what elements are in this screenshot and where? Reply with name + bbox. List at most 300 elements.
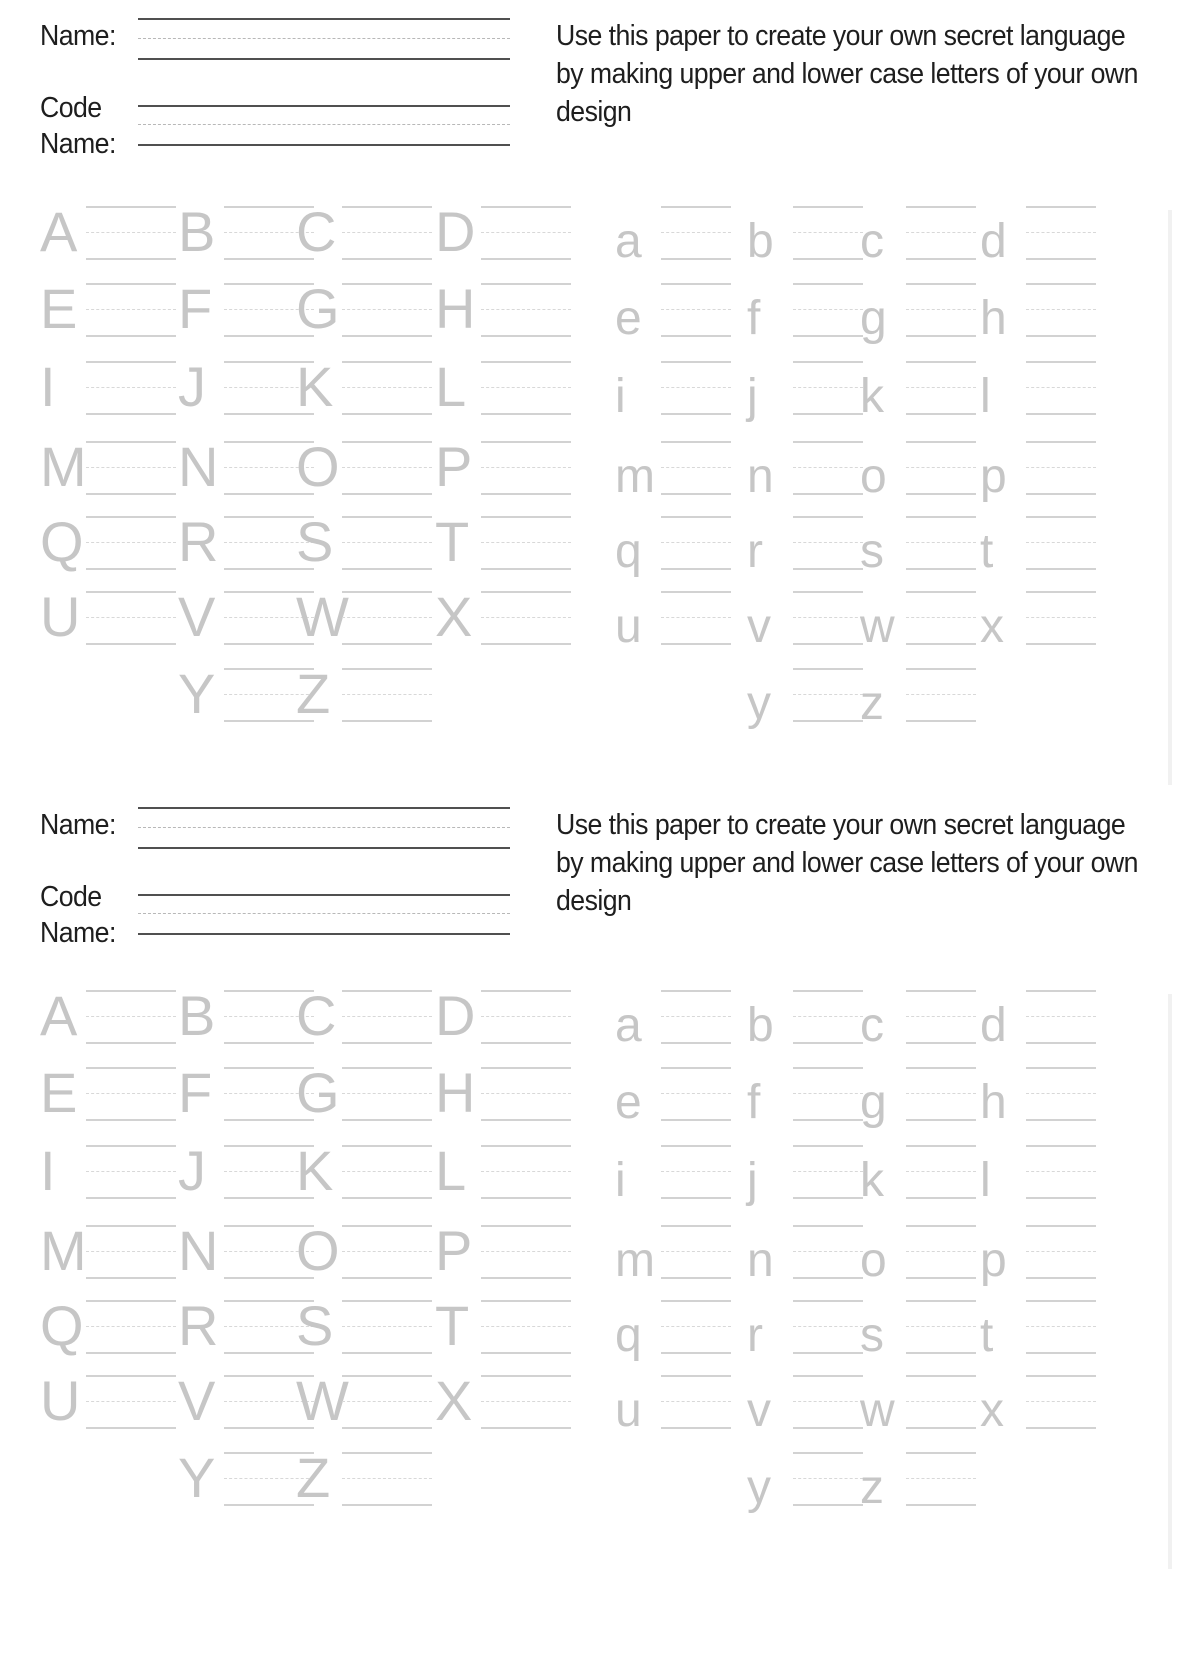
uppercase-guide-line <box>86 467 176 468</box>
uppercase-guide-line <box>86 493 176 495</box>
uppercase-cell-w[interactable] <box>296 1371 434 1431</box>
lowercase-guide-line <box>906 1375 976 1377</box>
name-line-mid <box>138 38 510 39</box>
lowercase-cell-i[interactable] <box>615 357 733 423</box>
lowercase-cell-h[interactable] <box>980 279 1098 345</box>
lowercase-cell-l[interactable] <box>980 1141 1098 1207</box>
lowercase-cell-i[interactable] <box>615 1141 733 1207</box>
lowercase-guide-line <box>661 387 731 388</box>
lowercase-guide-line <box>906 413 976 415</box>
lowercase-cell-s[interactable] <box>860 512 978 578</box>
lowercase-letter-p: p <box>980 1234 1007 1287</box>
uppercase-guide-line <box>342 206 432 208</box>
code-name-line-top <box>138 105 510 107</box>
name-line-mid <box>138 827 510 828</box>
lowercase-cell-a[interactable] <box>615 202 733 268</box>
uppercase-guide-line <box>342 309 432 310</box>
lowercase-guide-line <box>661 1251 731 1252</box>
uppercase-cell-l[interactable] <box>435 1141 573 1201</box>
uppercase-guide-line <box>481 1119 571 1121</box>
lowercase-letter-j: j <box>747 1154 758 1207</box>
lowercase-letter-g: g <box>860 292 887 345</box>
lowercase-cell-g[interactable] <box>860 1063 978 1129</box>
uppercase-guide-line <box>481 335 571 337</box>
uppercase-cell-t[interactable] <box>435 512 573 572</box>
uppercase-guide-line <box>86 1300 176 1302</box>
uppercase-cell-p[interactable] <box>435 1221 573 1281</box>
uppercase-cell-s[interactable] <box>296 512 434 572</box>
lowercase-letter-f: f <box>747 292 761 345</box>
uppercase-guide-line <box>86 1197 176 1199</box>
lowercase-letter-a: a <box>615 999 642 1052</box>
uppercase-cell-w[interactable] <box>296 587 434 647</box>
lowercase-cell-u[interactable] <box>615 587 733 653</box>
uppercase-letter-f: F <box>178 277 213 340</box>
lowercase-guide-line <box>906 1225 976 1227</box>
lowercase-guide-line <box>793 694 863 695</box>
lowercase-cell-d[interactable] <box>980 202 1098 268</box>
lowercase-guide-line <box>906 387 976 388</box>
uppercase-cell-h[interactable] <box>435 1063 573 1123</box>
lowercase-cell-t[interactable] <box>980 1296 1098 1362</box>
uppercase-letter-e: E <box>40 1061 78 1124</box>
lowercase-cell-z[interactable] <box>860 664 978 730</box>
lowercase-guide-line <box>793 591 863 593</box>
lowercase-letter-a: a <box>615 215 642 268</box>
lowercase-cell-e[interactable] <box>615 1063 733 1129</box>
uppercase-cell-t[interactable] <box>435 1296 573 1356</box>
lowercase-letter-o: o <box>860 450 887 503</box>
lowercase-cell-f[interactable] <box>747 1063 865 1129</box>
uppercase-guide-line <box>86 1093 176 1094</box>
lowercase-cell-o[interactable] <box>860 437 978 503</box>
lowercase-cell-a[interactable] <box>615 986 733 1052</box>
lowercase-guide-line <box>661 361 731 363</box>
uppercase-letter-t: T <box>435 510 470 573</box>
uppercase-letter-y: Y <box>178 1446 216 1509</box>
lowercase-guide-line <box>661 1171 731 1172</box>
lowercase-guide-line <box>793 1197 863 1199</box>
uppercase-cell-d[interactable] <box>435 986 573 1046</box>
uppercase-cell-z[interactable] <box>296 1448 434 1508</box>
lowercase-guide-line <box>793 668 863 670</box>
lowercase-guide-line <box>906 720 976 722</box>
lowercase-guide-line <box>793 1171 863 1172</box>
code-label: Code <box>40 881 102 913</box>
uppercase-letter-m: M <box>40 1219 87 1282</box>
uppercase-letter-h: H <box>435 1061 476 1124</box>
lowercase-cell-q[interactable] <box>615 1296 733 1362</box>
lowercase-cell-n[interactable] <box>747 437 865 503</box>
lowercase-cell-w[interactable] <box>860 1371 978 1437</box>
uppercase-letter-r: R <box>178 1294 219 1357</box>
uppercase-guide-line <box>342 1478 432 1479</box>
lowercase-guide-line <box>661 990 731 992</box>
lowercase-letter-i: i <box>615 1154 626 1207</box>
lowercase-guide-line <box>661 516 731 518</box>
uppercase-letter-k: K <box>296 1139 334 1202</box>
uppercase-cell-u[interactable] <box>40 587 178 647</box>
uppercase-guide-line <box>342 283 432 285</box>
lowercase-guide-line <box>1026 1093 1096 1094</box>
lowercase-cell-v[interactable] <box>747 587 865 653</box>
uppercase-cell-o[interactable] <box>296 1221 434 1281</box>
lowercase-guide-line <box>793 568 863 570</box>
lowercase-guide-line <box>1026 1225 1096 1227</box>
uppercase-guide-line <box>342 1225 432 1227</box>
lowercase-guide-line <box>793 1452 863 1454</box>
lowercase-guide-line <box>906 1277 976 1279</box>
uppercase-guide-line <box>481 387 571 388</box>
uppercase-cell-i[interactable] <box>40 357 178 417</box>
uppercase-letter-i: I <box>40 355 56 418</box>
lowercase-guide-line <box>661 1352 731 1354</box>
lowercase-guide-line <box>906 591 976 593</box>
lowercase-cell-t[interactable] <box>980 512 1098 578</box>
lowercase-cell-m[interactable] <box>615 437 733 503</box>
uppercase-guide-line <box>86 568 176 570</box>
lowercase-letter-s: s <box>860 525 884 578</box>
lowercase-letter-f: f <box>747 1076 761 1129</box>
uppercase-guide-line <box>481 516 571 518</box>
lowercase-guide-line <box>1026 387 1096 388</box>
lowercase-guide-line <box>1026 1067 1096 1069</box>
uppercase-guide-line <box>481 361 571 363</box>
lowercase-letter-r: r <box>747 525 763 578</box>
lowercase-cell-p[interactable] <box>980 1221 1098 1287</box>
lowercase-guide-line <box>1026 1401 1096 1402</box>
name-line-top <box>138 18 510 20</box>
uppercase-guide-line <box>86 413 176 415</box>
lowercase-letter-e: e <box>615 1076 642 1129</box>
lowercase-guide-line <box>906 283 976 285</box>
uppercase-guide-line <box>86 232 176 233</box>
uppercase-cell-x[interactable] <box>435 1371 573 1431</box>
name-line-bottom[interactable] <box>138 847 510 849</box>
lowercase-cell-f[interactable] <box>747 279 865 345</box>
uppercase-cell-k[interactable] <box>296 357 434 417</box>
uppercase-letter-u: U <box>40 585 81 648</box>
uppercase-cell-z[interactable] <box>296 664 434 724</box>
lowercase-guide-line <box>661 617 731 618</box>
uppercase-guide-line <box>342 1197 432 1199</box>
uppercase-guide-line <box>86 617 176 618</box>
uppercase-letter-q: Q <box>40 510 84 573</box>
instructions-text: Use this paper to create your own secret language by making upper and lower case letters of your own design <box>556 809 1138 917</box>
lowercase-guide-line <box>906 309 976 310</box>
uppercase-guide-line <box>342 990 432 992</box>
uppercase-letter-k: K <box>296 355 334 418</box>
uppercase-cell-c[interactable] <box>296 202 434 262</box>
uppercase-letter-x: X <box>435 1369 473 1432</box>
lowercase-guide-line <box>793 990 863 992</box>
uppercase-cell-s[interactable] <box>296 1296 434 1356</box>
uppercase-letter-s: S <box>296 510 334 573</box>
uppercase-cell-e[interactable] <box>40 279 178 339</box>
uppercase-cell-l[interactable] <box>435 357 573 417</box>
uppercase-cell-p[interactable] <box>435 437 573 497</box>
uppercase-letter-b: B <box>178 984 216 1047</box>
uppercase-guide-line <box>481 643 571 645</box>
uppercase-letter-a: A <box>40 200 78 263</box>
uppercase-guide-line <box>86 1171 176 1172</box>
uppercase-letter-x: X <box>435 585 473 648</box>
uppercase-letter-a: A <box>40 984 78 1047</box>
lowercase-guide-line <box>1026 1197 1096 1199</box>
lowercase-letter-k: k <box>860 1154 884 1207</box>
uppercase-guide-line <box>481 493 571 495</box>
lowercase-guide-line <box>661 1197 731 1199</box>
lowercase-cell-g[interactable] <box>860 279 978 345</box>
uppercase-cell-e[interactable] <box>40 1063 178 1123</box>
lowercase-guide-line <box>661 1300 731 1302</box>
code-name-label: Name: <box>40 128 116 160</box>
code-name-line-mid <box>138 124 510 125</box>
uppercase-letter-w: W <box>296 585 349 648</box>
lowercase-cell-r[interactable] <box>747 512 865 578</box>
lowercase-letter-z: z <box>860 1461 884 1514</box>
lowercase-guide-line <box>793 206 863 208</box>
uppercase-guide-line <box>481 258 571 260</box>
lowercase-guide-line <box>906 542 976 543</box>
uppercase-guide-line <box>342 617 432 618</box>
lowercase-guide-line <box>906 643 976 645</box>
lowercase-cell-b[interactable] <box>747 202 865 268</box>
lowercase-cell-b[interactable] <box>747 986 865 1052</box>
lowercase-guide-line <box>1026 1326 1096 1327</box>
lowercase-guide-line <box>906 335 976 337</box>
lowercase-guide-line <box>906 668 976 670</box>
lowercase-guide-line <box>661 568 731 570</box>
lowercase-cell-z[interactable] <box>860 1448 978 1514</box>
uppercase-grid <box>40 986 590 1546</box>
uppercase-letter-v: V <box>178 585 216 648</box>
uppercase-letter-g: G <box>296 1061 340 1124</box>
uppercase-guide-line <box>342 1251 432 1252</box>
lowercase-cell-w[interactable] <box>860 587 978 653</box>
uppercase-letter-b: B <box>178 200 216 263</box>
code-name-line-bottom[interactable] <box>138 144 510 146</box>
lowercase-cell-h[interactable] <box>980 1063 1098 1129</box>
lowercase-cell-m[interactable] <box>615 1221 733 1287</box>
lowercase-guide-line <box>661 206 731 208</box>
lowercase-cell-s[interactable] <box>860 1296 978 1362</box>
uppercase-guide-line <box>342 1504 432 1506</box>
uppercase-guide-line <box>342 1171 432 1172</box>
lowercase-letter-h: h <box>980 292 1007 345</box>
uppercase-cell-q[interactable] <box>40 1296 178 1356</box>
lowercase-guide-line <box>1026 206 1096 208</box>
uppercase-guide-line <box>481 1093 571 1094</box>
lowercase-letter-d: d <box>980 215 1007 268</box>
lowercase-guide-line <box>793 1504 863 1506</box>
lowercase-guide-line <box>793 1352 863 1354</box>
uppercase-cell-m[interactable] <box>40 437 178 497</box>
uppercase-letter-o: O <box>296 1219 340 1282</box>
uppercase-guide-line <box>481 1197 571 1199</box>
uppercase-guide-line <box>342 591 432 593</box>
uppercase-guide-line <box>342 1375 432 1377</box>
lowercase-guide-line <box>661 258 731 260</box>
lowercase-cell-j[interactable] <box>747 357 865 423</box>
uppercase-guide-line <box>342 694 432 695</box>
uppercase-guide-line <box>342 1452 432 1454</box>
lowercase-cell-q[interactable] <box>615 512 733 578</box>
uppercase-guide-line <box>342 1145 432 1147</box>
code-name-line-bottom[interactable] <box>138 933 510 935</box>
uppercase-cell-g[interactable] <box>296 279 434 339</box>
lowercase-guide-line <box>1026 493 1096 495</box>
lowercase-letter-c: c <box>860 215 884 268</box>
uppercase-letter-l: L <box>435 1139 467 1202</box>
uppercase-cell-c[interactable] <box>296 986 434 1046</box>
lowercase-letter-n: n <box>747 450 774 503</box>
lowercase-guide-line <box>793 1277 863 1279</box>
lowercase-guide-line <box>1026 542 1096 543</box>
lowercase-guide-line <box>793 1145 863 1147</box>
lowercase-guide-line <box>1026 258 1096 260</box>
lowercase-guide-line <box>793 493 863 495</box>
uppercase-guide-line <box>342 1427 432 1429</box>
uppercase-cell-m[interactable] <box>40 1221 178 1281</box>
lowercase-guide-line <box>661 309 731 310</box>
uppercase-guide-line <box>481 617 571 618</box>
uppercase-cell-o[interactable] <box>296 437 434 497</box>
lowercase-letter-b: b <box>747 999 774 1052</box>
uppercase-guide-line <box>481 1251 571 1252</box>
uppercase-cell-k[interactable] <box>296 1141 434 1201</box>
lowercase-cell-k[interactable] <box>860 1141 978 1207</box>
uppercase-guide-line <box>481 1401 571 1402</box>
lowercase-grid <box>615 202 1175 762</box>
lowercase-cell-y[interactable] <box>747 1448 865 1514</box>
uppercase-letter-e: E <box>40 277 78 340</box>
uppercase-cell-g[interactable] <box>296 1063 434 1123</box>
lowercase-guide-line <box>906 467 976 468</box>
lowercase-guide-line <box>906 1251 976 1252</box>
lowercase-guide-line <box>661 1093 731 1094</box>
lowercase-guide-line <box>906 694 976 695</box>
lowercase-letter-w: w <box>860 1384 895 1437</box>
lowercase-guide-line <box>1026 413 1096 415</box>
lowercase-grid <box>615 986 1175 1546</box>
uppercase-cell-u[interactable] <box>40 1371 178 1431</box>
lowercase-cell-o[interactable] <box>860 1221 978 1287</box>
uppercase-cell-a[interactable] <box>40 202 178 262</box>
lowercase-guide-line <box>906 1119 976 1121</box>
lowercase-guide-line <box>906 990 976 992</box>
lowercase-cell-x[interactable] <box>980 587 1098 653</box>
lowercase-guide-line <box>793 643 863 645</box>
lowercase-guide-line <box>661 493 731 495</box>
uppercase-cell-x[interactable] <box>435 587 573 647</box>
lowercase-guide-line <box>1026 361 1096 363</box>
lowercase-guide-line <box>661 1119 731 1121</box>
lowercase-cell-l[interactable] <box>980 357 1098 423</box>
lowercase-cell-c[interactable] <box>860 202 978 268</box>
lowercase-guide-line <box>1026 1427 1096 1429</box>
lowercase-cell-p[interactable] <box>980 437 1098 503</box>
uppercase-cell-h[interactable] <box>435 279 573 339</box>
uppercase-letter-s: S <box>296 1294 334 1357</box>
worksheet-copy-1 <box>0 0 1200 830</box>
uppercase-letter-t: T <box>435 1294 470 1357</box>
uppercase-guide-line <box>86 1277 176 1279</box>
uppercase-cell-i[interactable] <box>40 1141 178 1201</box>
lowercase-guide-line <box>793 1427 863 1429</box>
lowercase-cell-x[interactable] <box>980 1371 1098 1437</box>
uppercase-letter-l: L <box>435 355 467 418</box>
lowercase-letter-j: j <box>747 370 758 423</box>
uppercase-guide-line <box>342 1016 432 1017</box>
lowercase-cell-d[interactable] <box>980 986 1098 1052</box>
uppercase-guide-line <box>86 990 176 992</box>
code-name-line-top <box>138 894 510 896</box>
lowercase-cell-r[interactable] <box>747 1296 865 1362</box>
lowercase-guide-line <box>793 720 863 722</box>
name-label: Name: <box>40 809 116 841</box>
lowercase-guide-line <box>1026 335 1096 337</box>
uppercase-guide-line <box>342 493 432 495</box>
lowercase-cell-k[interactable] <box>860 357 978 423</box>
uppercase-guide-line <box>86 1119 176 1121</box>
lowercase-letter-v: v <box>747 1384 771 1437</box>
lowercase-guide-line <box>1026 1375 1096 1377</box>
uppercase-guide-line <box>481 1352 571 1354</box>
uppercase-guide-line <box>342 1300 432 1302</box>
lowercase-guide-line <box>906 361 976 363</box>
uppercase-letter-v: V <box>178 1369 216 1432</box>
uppercase-letter-h: H <box>435 277 476 340</box>
lowercase-cell-v[interactable] <box>747 1371 865 1437</box>
lowercase-guide-line <box>661 542 731 543</box>
lowercase-cell-u[interactable] <box>615 1371 733 1437</box>
uppercase-guide-line <box>481 232 571 233</box>
uppercase-guide-line <box>481 542 571 543</box>
lowercase-letter-i: i <box>615 370 626 423</box>
lowercase-guide-line <box>906 1042 976 1044</box>
lowercase-cell-c[interactable] <box>860 986 978 1052</box>
lowercase-guide-line <box>1026 591 1096 593</box>
lowercase-cell-j[interactable] <box>747 1141 865 1207</box>
uppercase-guide-line <box>342 413 432 415</box>
lowercase-letter-k: k <box>860 370 884 423</box>
lowercase-guide-line <box>906 1452 976 1454</box>
lowercase-guide-line <box>661 1067 731 1069</box>
uppercase-cell-a[interactable] <box>40 986 178 1046</box>
instructions-text: Use this paper to create your own secret language by making upper and lower case letters of your own design <box>556 20 1138 128</box>
lowercase-cell-e[interactable] <box>615 279 733 345</box>
lowercase-letter-l: l <box>980 1154 991 1207</box>
lowercase-guide-line <box>793 1225 863 1227</box>
uppercase-cell-d[interactable] <box>435 202 573 262</box>
lowercase-guide-line <box>661 1277 731 1279</box>
uppercase-guide-line <box>481 1016 571 1017</box>
lowercase-cell-y[interactable] <box>747 664 865 730</box>
lowercase-guide-line <box>793 1478 863 1479</box>
lowercase-guide-line <box>661 413 731 415</box>
lowercase-cell-n[interactable] <box>747 1221 865 1287</box>
uppercase-guide-line <box>342 441 432 443</box>
uppercase-cell-q[interactable] <box>40 512 178 572</box>
lowercase-letter-r: r <box>747 1309 763 1362</box>
lowercase-letter-o: o <box>860 1234 887 1287</box>
lowercase-guide-line <box>793 232 863 233</box>
name-line-bottom[interactable] <box>138 58 510 60</box>
lowercase-guide-line <box>793 1300 863 1302</box>
uppercase-letter-z: Z <box>296 662 331 725</box>
lowercase-guide-line <box>661 283 731 285</box>
